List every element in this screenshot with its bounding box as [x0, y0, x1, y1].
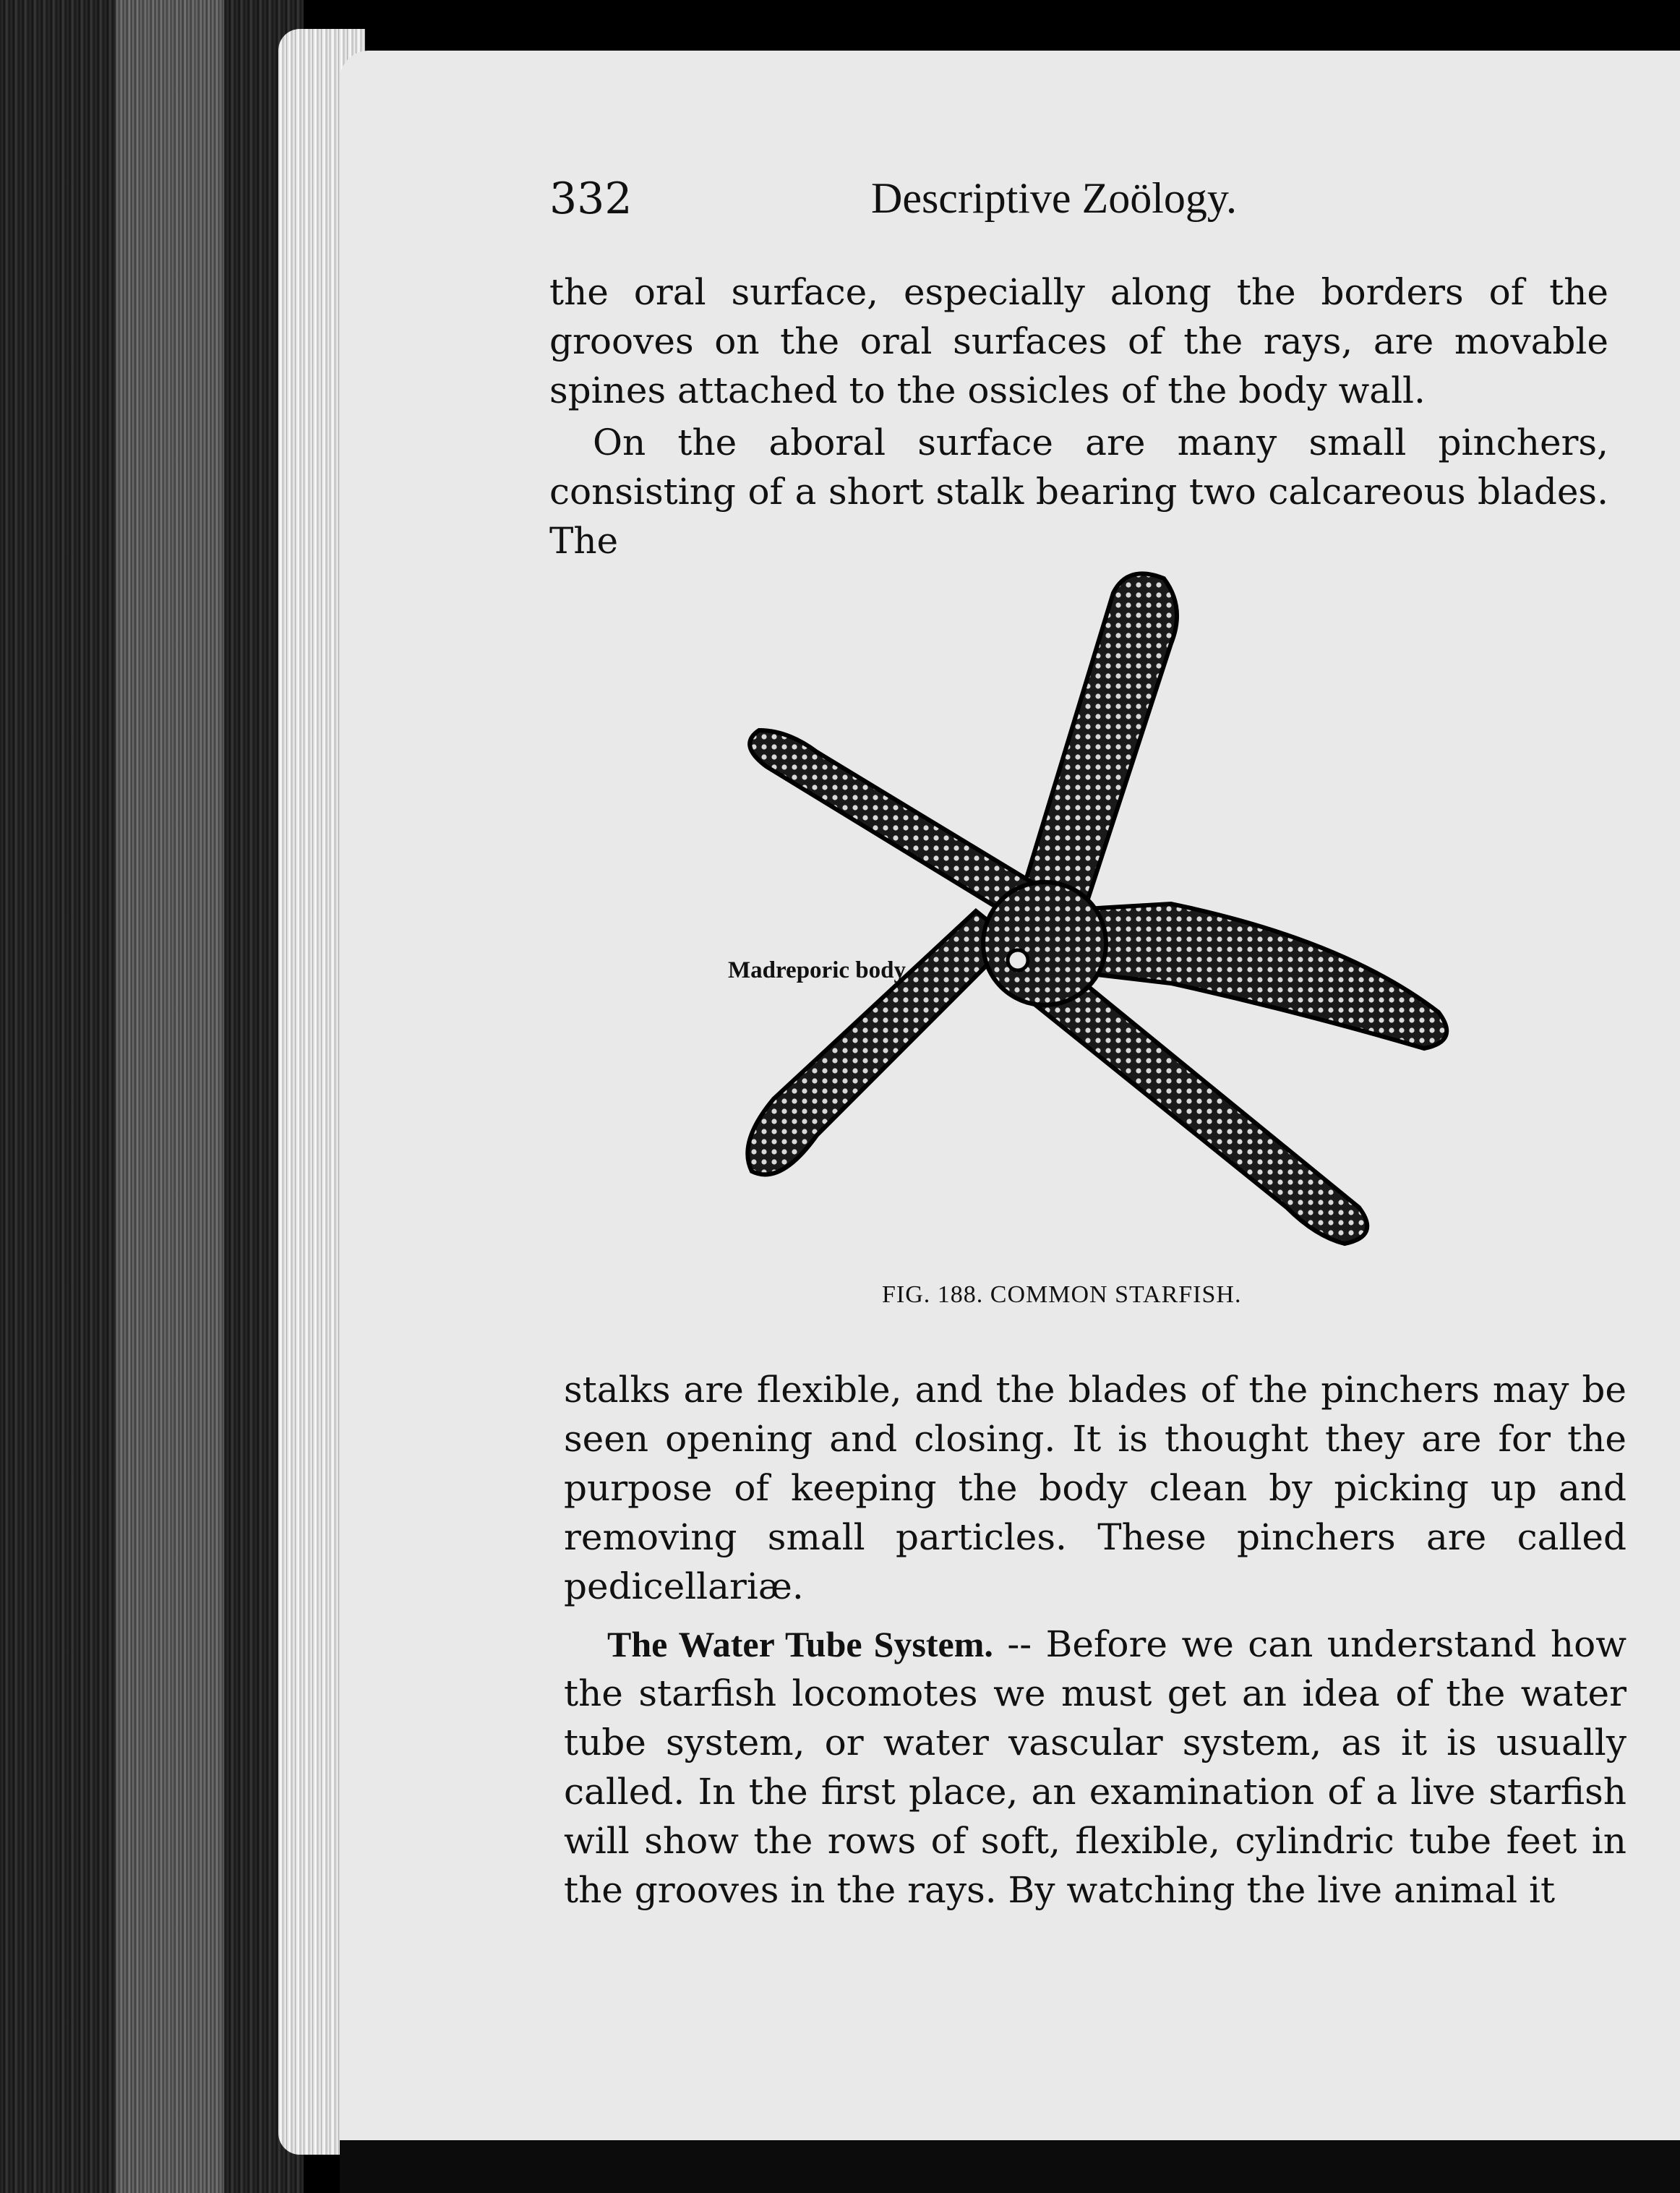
figure-caption: FIG. 188. COMMON STARFISH. [882, 1281, 1242, 1308]
spine-texture [116, 0, 224, 2193]
figure-label-madreporic: Madreporic body [728, 957, 906, 983]
section-heading: The Water Tube System. [607, 1624, 993, 1664]
paragraph-top: the oral surface, especially along the borders of the grooves on the oral surfaces of the rays, are movable spines attached to the ossicles of the body wall. [549, 271, 1608, 411]
paragraph-pedicellariae: stalks are flexible, and the blades of the pinchers may be seen opening and closing. It is thought they are for the purpose of keeping the body clean by picking up and removing small particles. These pinchers are called pedicellariæ. [564, 1369, 1627, 1607]
starfish-arm-lower-left [747, 911, 1012, 1174]
bottom-shadow [340, 2140, 1680, 2193]
paragraph-water-tube [564, 1620, 1627, 1915]
paragraph-aboral: On the aboral surface are many small pinchers, consisting of a short stalk bearing two calcareous blades. The [549, 422, 1608, 562]
running-title: Descriptive Zoölogy. [871, 174, 1237, 222]
madreporic-plate [1008, 950, 1028, 970]
paragraph-water-tube-body: Before we can understand how the starfish locomotes we must get an idea of the water tube system, or water vascular system, as it is usually called. In the first place, an examination of a live starfish will show the rows of soft, flexible, cylindric tube feet in the grooves in the rays. By watching the live animal it [564, 1623, 1627, 1911]
page-number: 332 [549, 174, 633, 224]
heading-dash: -- [993, 1623, 1046, 1665]
starfish-disc [983, 882, 1106, 1005]
starfish-illustration [708, 550, 1482, 1273]
page-header [549, 174, 1634, 231]
